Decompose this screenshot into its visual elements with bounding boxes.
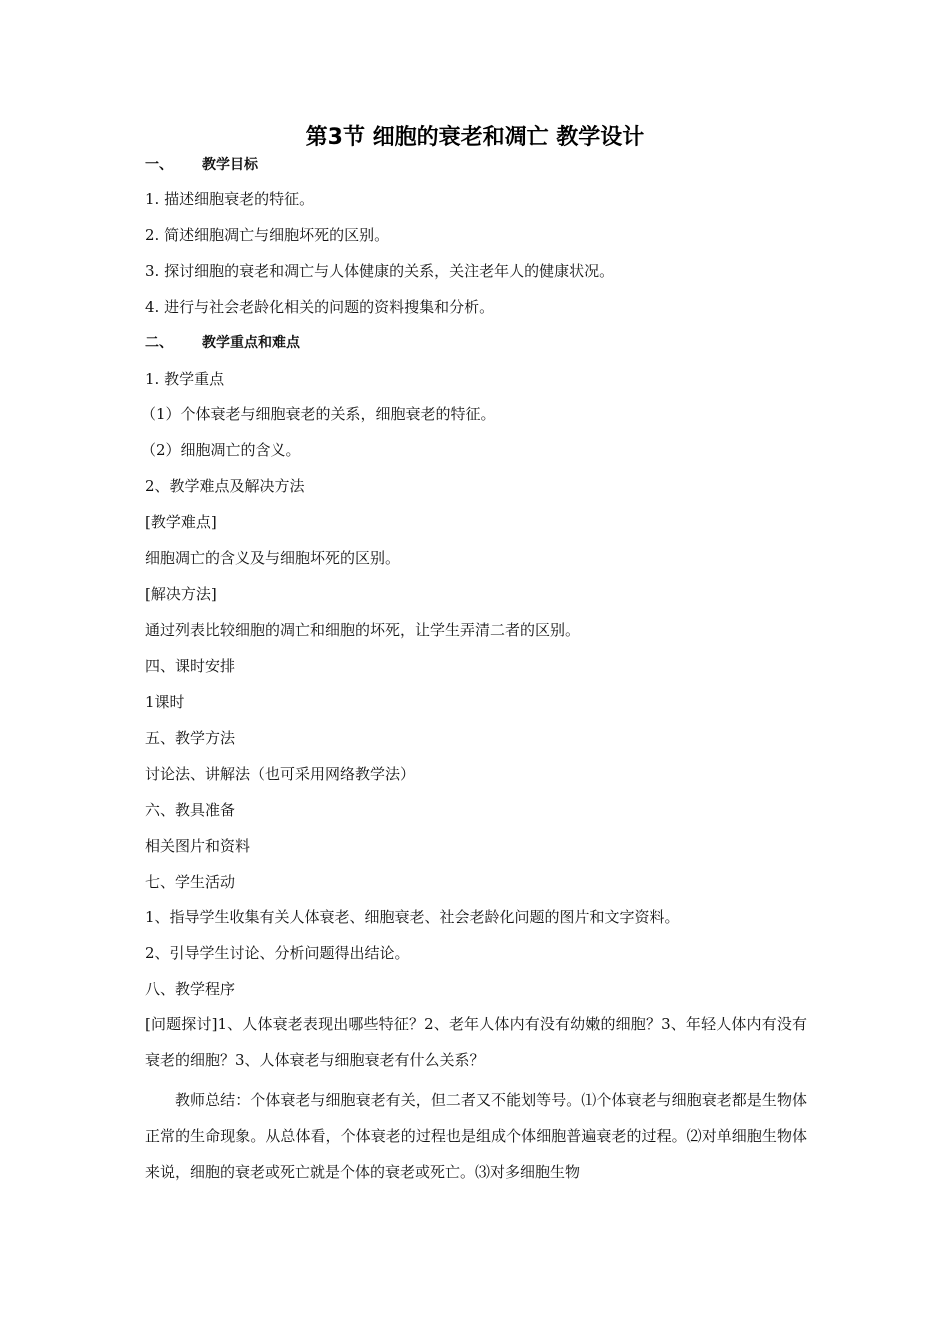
- materials-text: 相关图片和资料: [145, 837, 251, 855]
- activity-item: 1、指导学生收集有关人体衰老、细胞衰老、社会老龄化问题的图片和文字资料。: [145, 908, 680, 926]
- section-title-activities: 七、学生活动: [145, 873, 236, 891]
- section-number: 二、: [145, 335, 173, 351]
- goal-item: 4. 进行与社会老龄化相关的问题的资料搜集和分析。: [145, 298, 495, 316]
- schedule-text: 1课时: [145, 693, 185, 711]
- method-tag: [解决方法]: [145, 585, 217, 603]
- subsection-title-key: 1. 教学重点: [145, 370, 225, 388]
- section-heading-goals: [145, 154, 258, 174]
- document-title: 第3节 细胞的衰老和凋亡 教学设计: [305, 125, 645, 150]
- methods-text: 讨论法、讲解法（也可采用网络教学法）: [145, 765, 416, 783]
- section-title-materials: 六、教具准备: [145, 801, 236, 819]
- method-text: 通过列表比较细胞的凋亡和细胞的坏死，让学生弄清二者的区别。: [145, 621, 581, 639]
- section-title-procedure: 八、教学程序: [145, 980, 236, 998]
- difficult-text: 细胞凋亡的含义及与细胞坏死的区别。: [145, 549, 401, 567]
- section-number: 一、: [145, 157, 173, 173]
- section-label: 教学目标: [202, 157, 258, 173]
- difficult-tag: [教学难点]: [145, 513, 217, 531]
- section-heading-key-points: [145, 332, 300, 352]
- subsection-title-difficult: 2、教学难点及解决方法: [145, 477, 305, 495]
- section-title-methods: 五、教学方法: [145, 729, 236, 747]
- goal-item: 3. 探讨细胞的衰老和凋亡与人体健康的关系，关注老年人的健康状况。: [145, 262, 615, 280]
- goal-item: 2. 简述细胞凋亡与细胞坏死的区别。: [145, 226, 390, 244]
- summary-paragraph: 教师总结：个体衰老与细胞衰老有关，但二者又不能划等号。⑴个体衰老与细胞衰老都是生物体正常的生命现象。从总体看，个体衰老的过程也是组成个体细胞普遍衰老的过程。⑵对单细胞生物体来说，细胞的衰老或死亡就是个体的衰老或死亡。⑶对多细胞生物: [145, 1091, 807, 1181]
- goal-item: 1. 描述细胞衰老的特征。: [145, 190, 315, 208]
- activity-item: 2、引导学生讨论、分析问题得出结论。: [145, 944, 410, 962]
- section-label: 教学重点和难点: [202, 335, 300, 351]
- section-title-schedule: 四、课时安排: [145, 657, 236, 675]
- key-item: （1）个体衰老与细胞衰老的关系，细胞衰老的特征。: [141, 405, 496, 423]
- key-item: （2）细胞凋亡的含义。: [141, 441, 301, 459]
- question-paragraph: [问题探讨]1、人体衰老表现出哪些特征？2、老年人体内有没有幼嫩的细胞？3、年轻人体内有没有衰老的细胞？3、人体衰老与细胞衰老有什么关系？: [145, 1015, 807, 1069]
